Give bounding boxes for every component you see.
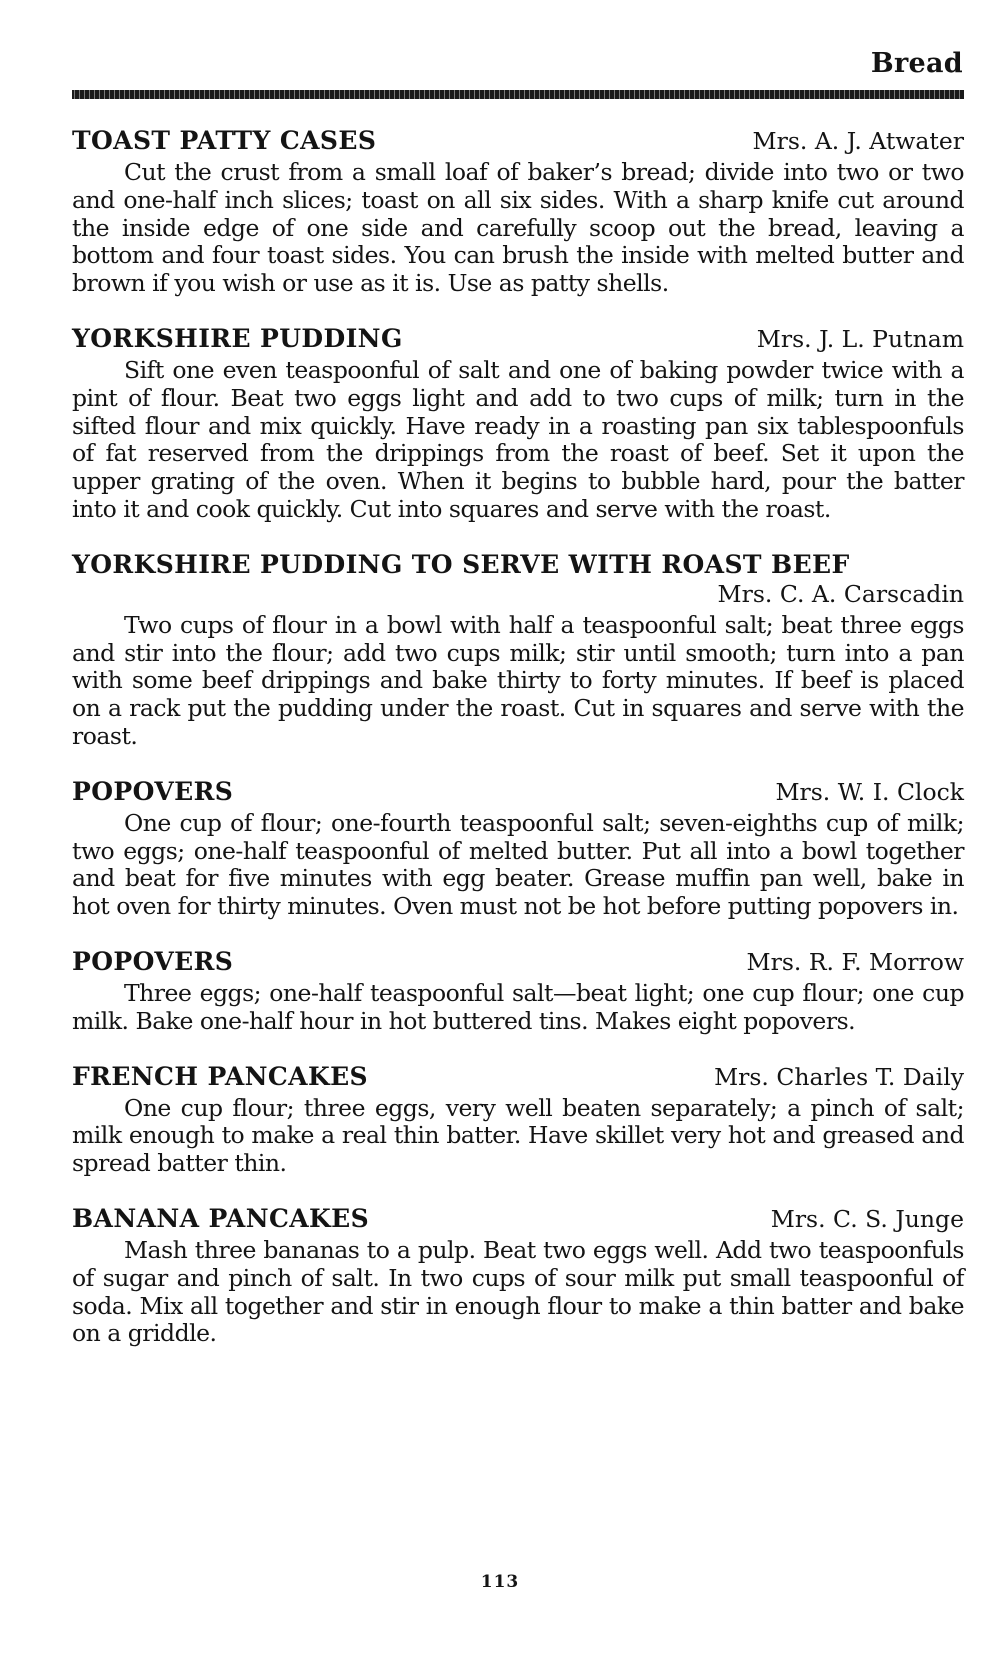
recipe-popovers-clock bbox=[72, 777, 964, 921]
recipe-heading bbox=[72, 126, 964, 155]
recipe-body: Sift one even teaspoonful of salt and one of baking powder twice with a pint of flour. Beat two eggs light and add to two cups of milk; turn in the sifted flour and mix quickly. Have ready in a roasting pan six tablespoonfuls of fat reserved from the drippings from the roast of beef. Set it upon the upper grating of the oven. When it begins to bubble hard, pour the batter into it and cook quickly. Cut into squares and serve with the roast. bbox=[72, 355, 964, 523]
recipe-title: POPOVERS bbox=[72, 946, 234, 976]
page-number: 113 bbox=[480, 1572, 520, 1592]
section-title: Bread bbox=[870, 48, 963, 79]
recipe-heading bbox=[72, 1204, 964, 1233]
recipe-author: Mrs. W. I. Clock bbox=[775, 777, 964, 806]
recipe-body: One cup of flour; one-fourth teaspoonful salt; seven-eighths cup of milk; two eggs; one-half teaspoonful of melted butter. Put all into a bowl together and beat for five minutes with egg beater. Grease muffin pan well, bake in hot oven for thirty minutes. Oven must not be hot before putting popovers in. bbox=[72, 808, 964, 921]
recipe-list bbox=[72, 126, 964, 1374]
recipe-title: FRENCH PANCAKES bbox=[72, 1061, 369, 1091]
recipe-body: Two cups of flour in a bowl with half a teaspoonful salt; beat three eggs and stir into the flour; add two cups milk; stir until smooth; turn into a pan with some beef drippings and bake thirty to forty minutes. If beef is placed on a rack put the pudding under the roast. Cut in squares and serve with the roast. bbox=[72, 610, 964, 750]
recipe-yorkshire-pudding-roast-beef bbox=[72, 550, 964, 751]
recipe-heading bbox=[72, 550, 964, 579]
recipe-title: POPOVERS bbox=[72, 776, 234, 806]
recipe-author: Mrs. C. S. Junge bbox=[770, 1204, 964, 1233]
recipe-author: Mrs. C. A. Carscadin bbox=[717, 579, 964, 608]
recipe-body: Three eggs; one-half teaspoonful salt—beat light; one cup flour; one cup milk. Bake one-half hour in hot buttered tins. Makes eight popovers. bbox=[72, 978, 964, 1035]
recipe-french-pancakes bbox=[72, 1062, 964, 1178]
recipe-title: TOAST PATTY CASES bbox=[72, 126, 377, 155]
recipe-title: YORKSHIRE PUDDING TO SERVE WITH ROAST BEEF bbox=[72, 549, 850, 579]
header-rule bbox=[72, 90, 964, 99]
recipe-author: Mrs. Charles T. Daily bbox=[714, 1062, 964, 1091]
recipe-toast-patty-cases bbox=[72, 126, 964, 298]
recipe-author: Mrs. A. J. Atwater bbox=[752, 127, 964, 155]
recipe-title: YORKSHIRE PUDDING bbox=[72, 323, 403, 353]
recipe-popovers-morrow bbox=[72, 947, 964, 1036]
recipe-heading bbox=[72, 1062, 964, 1091]
recipe-banana-pancakes bbox=[72, 1204, 964, 1348]
recipe-heading bbox=[72, 777, 964, 806]
recipe-author: Mrs. R. F. Morrow bbox=[746, 947, 964, 976]
recipe-heading bbox=[72, 324, 964, 353]
recipe-title: BANANA PANCAKES bbox=[72, 1203, 370, 1233]
recipe-yorkshire-pudding bbox=[72, 324, 964, 524]
recipe-heading bbox=[72, 947, 964, 976]
recipe-author: Mrs. J. L. Putnam bbox=[756, 324, 964, 353]
recipe-body: Mash three bananas to a pulp. Beat two eggs well. Add two teaspoonfuls of sugar and pinch of salt. In two cups of sour milk put small teaspoonful of soda. Mix all together and stir in enough flour to make a thin batter and bake on a griddle. bbox=[72, 1235, 964, 1348]
recipe-body: Cut the crust from a small loaf of baker’s bread; divide into two or two and one-half inch slices; toast on all six sides. With a sharp knife cut around the inside edge of one side and carefully scoop out the bread, leaving a bottom and four toast sides. You can brush the inside with melted butter and brown if you wish or use as it is. Use as patty shells. bbox=[72, 158, 964, 298]
recipe-body: One cup flour; three eggs, very well beaten separately; a pinch of salt; milk enough to make a real thin batter. Have skillet very hot and greased and spread batter thin. bbox=[72, 1093, 964, 1178]
